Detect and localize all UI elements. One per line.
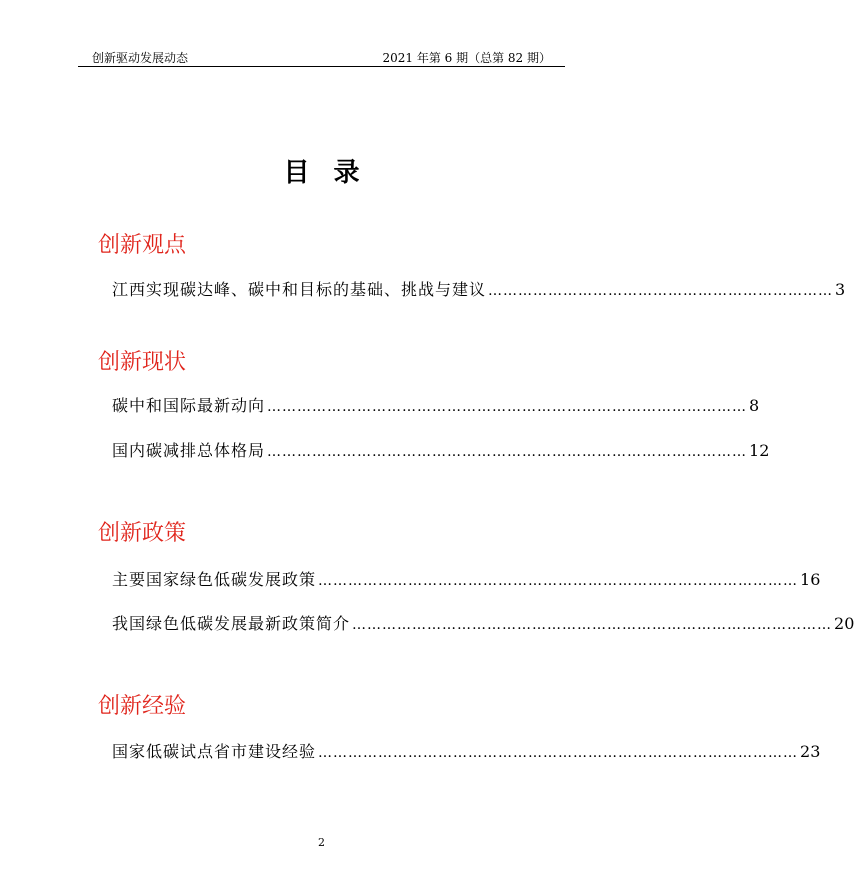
toc-entry-label: 国内碳减排总体格局: [112, 441, 266, 460]
toc-leader-dots: ……………………………………………………………………………………: [267, 399, 748, 415]
page-header: [78, 44, 565, 67]
toc-leader-dots: ……………………………………………………………………………………: [318, 573, 799, 589]
toc-entry-page: 8: [749, 396, 760, 415]
toc-entry[interactable]: [112, 567, 821, 590]
section-title-policy: 创新政策: [98, 521, 187, 546]
toc-title: 目录: [283, 158, 384, 188]
toc-entry-label: 主要国家绿色低碳发展政策: [112, 570, 317, 589]
toc-entry[interactable]: [112, 739, 821, 762]
toc-entry-page: 3: [835, 280, 846, 299]
toc-entry[interactable]: [112, 611, 854, 634]
toc-entry[interactable]: [112, 277, 846, 300]
toc-leader-dots: ……………………………………………………………………………………: [267, 444, 748, 460]
toc-entry[interactable]: [112, 393, 760, 416]
toc-leader-dots: ……………………………………………………………………………………: [352, 617, 833, 633]
section-title-experience: 创新经验: [98, 694, 187, 719]
header-publication-name: 创新驱动发展动态: [92, 51, 189, 65]
toc-leader-dots: ……………………………………………………………: [488, 283, 834, 299]
header-issue-info: 2021 年第 6 期（总第 82 期）: [382, 51, 551, 65]
toc-entry[interactable]: [112, 438, 770, 461]
toc-leader-dots: ……………………………………………………………………………………: [318, 745, 799, 761]
toc-entry-label: 江西实现碳达峰、碳中和目标的基础、挑战与建议: [112, 280, 487, 299]
page-number: 2: [318, 836, 325, 849]
toc-entry-page: 20: [834, 614, 854, 633]
toc-entry-page: 12: [749, 441, 770, 460]
section-title-viewpoints: 创新观点: [98, 233, 187, 258]
toc-entry-page: 16: [800, 570, 821, 589]
toc-entry-label: 碳中和国际最新动向: [112, 396, 266, 415]
toc-entry-label: 国家低碳试点省市建设经验: [112, 742, 317, 761]
section-title-status: 创新现状: [98, 350, 187, 375]
toc-entry-page: 23: [800, 742, 821, 761]
toc-entry-label: 我国绿色低碳发展最新政策简介: [112, 614, 351, 633]
